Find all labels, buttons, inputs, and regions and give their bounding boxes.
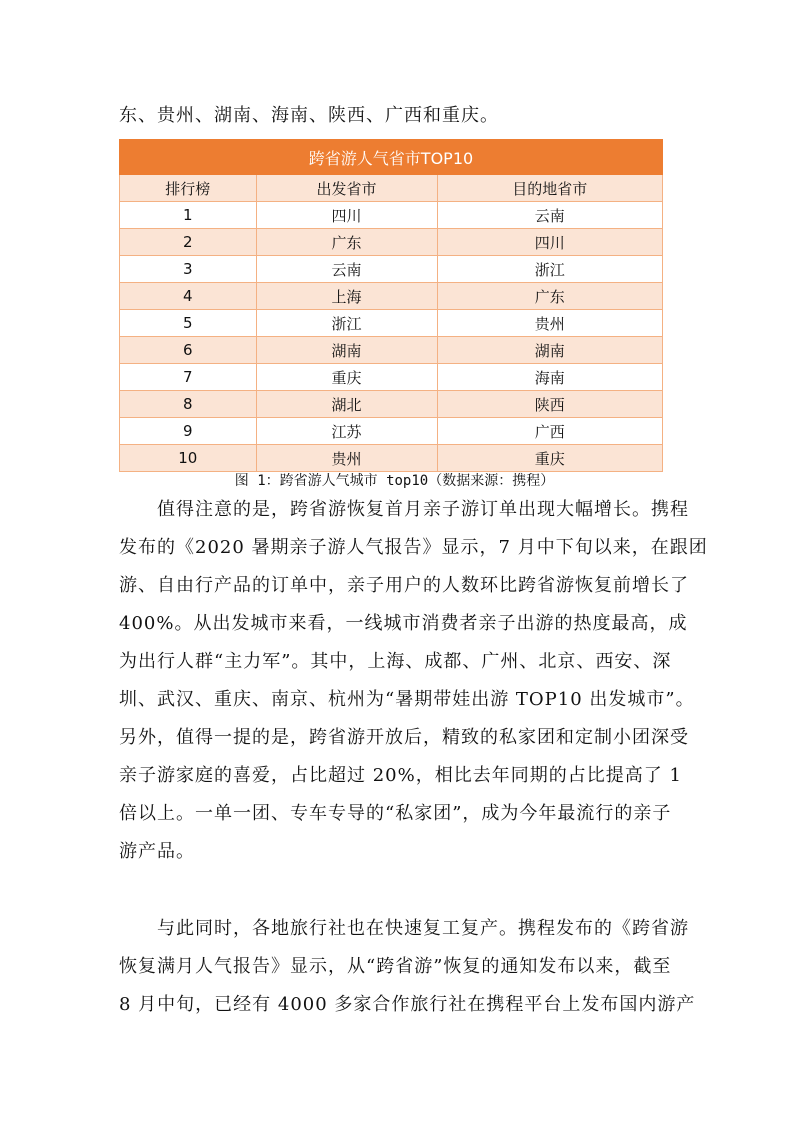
paragraph-line: 400%。从出发城市来看，一线城市消费者亲子出游的热度最高，成	[119, 613, 688, 634]
header-rank: 排行榜	[120, 175, 257, 202]
cell-origin: 云南	[256, 256, 437, 283]
intro-line: 东、贵州、湖南、海南、陕西、广西和重庆。	[119, 105, 499, 126]
cell-destination: 广东	[437, 283, 663, 310]
paragraph-line: 倍以上。一单一团、专车专导的“私家团”，成为今年最流行的亲子	[119, 803, 672, 824]
figure-caption: 图 1：跨省游人气城市 top10（数据来源：携程）	[234, 473, 555, 489]
paragraph-line: 8 月中旬，已经有 4000 多家合作旅行社在携程平台上发布国内游产	[119, 994, 696, 1015]
cell-rank: 1	[120, 202, 257, 229]
table-row	[120, 202, 663, 229]
cell-destination: 云南	[437, 202, 663, 229]
table-row	[120, 310, 663, 337]
cell-destination: 广西	[437, 418, 663, 445]
cell-destination: 湖南	[437, 337, 663, 364]
table-title: 跨省游人气省市TOP10	[120, 140, 663, 175]
cell-destination: 重庆	[437, 445, 663, 472]
header-origin: 出发省市	[256, 175, 437, 202]
table-row	[120, 445, 663, 472]
cell-rank: 8	[120, 391, 257, 418]
paragraph-line: 亲子游家庭的喜爱，占比超过 20%，相比去年同期的占比提高了 1	[119, 765, 682, 786]
paragraph-line: 与此同时，各地旅行社也在快速复工复产。携程发布的《跨省游	[157, 918, 689, 939]
cell-rank: 3	[120, 256, 257, 283]
cell-rank: 10	[120, 445, 257, 472]
cell-origin: 上海	[256, 283, 437, 310]
paragraph-line: 值得注意的是，跨省游恢复首月亲子游订单出现大幅增长。携程	[157, 499, 689, 520]
paragraph-line: 恢复满月人气报告》显示，从“跨省游”恢复的通知发布以来，截至	[119, 956, 672, 977]
cell-origin: 贵州	[256, 445, 437, 472]
paragraph-line: 游产品。	[119, 841, 195, 862]
cell-destination: 海南	[437, 364, 663, 391]
table-row	[120, 229, 663, 256]
cell-destination: 贵州	[437, 310, 663, 337]
cell-rank: 9	[120, 418, 257, 445]
cell-origin: 湖南	[256, 337, 437, 364]
cell-destination: 陕西	[437, 391, 663, 418]
paragraph-line: 发布的《2020 暑期亲子游人气报告》显示，7 月中下旬以来，在跟团	[119, 537, 708, 558]
cell-destination: 浙江	[437, 256, 663, 283]
table-row	[120, 364, 663, 391]
cell-origin: 广东	[256, 229, 437, 256]
cell-origin: 重庆	[256, 364, 437, 391]
cell-destination: 四川	[437, 229, 663, 256]
top10-table	[119, 139, 663, 472]
table-row	[120, 256, 663, 283]
table-row	[120, 283, 663, 310]
paragraph-line: 游、自由行产品的订单中，亲子用户的人数环比跨省游恢复前增长了	[119, 575, 689, 596]
cell-rank: 2	[120, 229, 257, 256]
table-row	[120, 391, 663, 418]
cell-rank: 4	[120, 283, 257, 310]
cell-origin: 四川	[256, 202, 437, 229]
header-destination: 目的地省市	[437, 175, 663, 202]
table-row	[120, 418, 663, 445]
paragraph-line: 为出行人群“主力军”。其中，上海、成都、广州、北京、西安、深	[119, 651, 672, 672]
table-row	[120, 337, 663, 364]
paragraph-line: 圳、武汉、重庆、南京、杭州为“暑期带娃出游 TOP10 出发城市”。	[119, 689, 695, 710]
cell-rank: 6	[120, 337, 257, 364]
cell-rank: 7	[120, 364, 257, 391]
cell-origin: 湖北	[256, 391, 437, 418]
cell-rank: 5	[120, 310, 257, 337]
cell-origin: 浙江	[256, 310, 437, 337]
cell-origin: 江苏	[256, 418, 437, 445]
paragraph-line: 另外，值得一提的是，跨省游开放后，精致的私家团和定制小团深受	[119, 727, 689, 748]
